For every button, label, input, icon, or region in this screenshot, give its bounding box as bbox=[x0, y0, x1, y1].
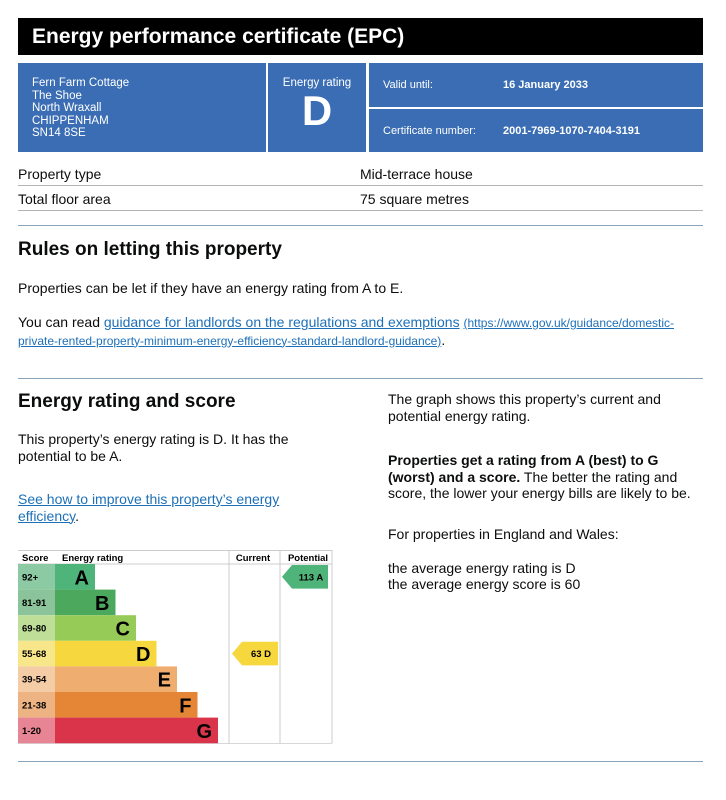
guidance-suffix: . bbox=[441, 331, 446, 348]
certificate-number-label: Certificate number: bbox=[383, 124, 476, 137]
certificate-number-value: 2001-7969-1070-7404-3191 bbox=[503, 124, 641, 137]
valid-until-value: 16 January 2033 bbox=[503, 79, 589, 91]
rating-explanation-bold: Properties get a rating from A (best) to G (worst) and a score. bbox=[388, 452, 659, 485]
valid-until-label: Valid until: bbox=[383, 79, 433, 91]
score-heading: Energy rating and score bbox=[18, 391, 236, 412]
floor-area-value: 75 square metres bbox=[360, 191, 469, 207]
improve-efficiency-link[interactable]: See how to improve this property’s energy efficiency bbox=[18, 491, 280, 524]
energy-rating-value: D bbox=[301, 87, 333, 134]
address-line: The Shoe bbox=[32, 89, 82, 102]
valid-until bbox=[369, 63, 703, 107]
rating-letter: C bbox=[115, 618, 130, 641]
address-line: North Wraxall bbox=[32, 102, 102, 114]
graph-note: The graph shows this property’s current and potential energy rating. bbox=[388, 391, 661, 424]
letting-guidance bbox=[18, 314, 678, 349]
energy-rating-label: Energy rating bbox=[282, 77, 352, 89]
rating-explanation-rest: The better the rating and score, the lower your energy bills are likely to be. bbox=[388, 468, 691, 501]
letting-heading: Rules on letting this property bbox=[18, 239, 282, 260]
improve-suffix: . bbox=[75, 507, 79, 524]
guidance-url-link[interactable]: (https://www.gov.uk/guidance/domestic-private-rented-property-minimum-energy-efficiency-standard-landlord-guidance) bbox=[18, 316, 675, 348]
address-line: SN14 8SE bbox=[32, 127, 86, 139]
header-potential: Potential bbox=[287, 553, 329, 564]
current-rating-label: 63 D bbox=[250, 649, 272, 661]
address-line: CHIPPENHAM bbox=[32, 114, 109, 127]
page-title: Energy performance certificate (EPC) bbox=[18, 18, 703, 55]
rating-letter: D bbox=[136, 644, 151, 667]
average-score: the average energy score is 60 bbox=[388, 576, 581, 592]
guidance-prefix: You can read bbox=[18, 314, 104, 330]
rating-bar-f bbox=[55, 692, 198, 718]
property-address bbox=[18, 63, 266, 152]
floor-area-label: Total floor area bbox=[18, 191, 111, 207]
score-range-label: 69-80 bbox=[22, 623, 47, 635]
letting-text: Properties can be let if they have an energy rating from A to E. bbox=[18, 280, 404, 296]
rating-letter: A bbox=[74, 567, 89, 590]
rating-letter: B bbox=[95, 592, 110, 615]
rating-letter: E bbox=[157, 669, 171, 692]
rating-letter: G bbox=[196, 720, 212, 743]
header-energy-rating: Energy rating bbox=[62, 553, 124, 564]
rating-letter: F bbox=[179, 695, 192, 718]
score-range-label: 21-38 bbox=[22, 700, 47, 712]
header-score: Score bbox=[22, 553, 49, 564]
potential-rating-label: 113 A bbox=[298, 572, 324, 584]
section-divider bbox=[18, 378, 703, 379]
header-current: Current bbox=[235, 553, 271, 564]
energy-rating-chart bbox=[18, 550, 334, 744]
section-divider bbox=[18, 761, 703, 762]
property-type-row bbox=[18, 161, 703, 186]
score-range-label: 1-20 bbox=[22, 725, 42, 737]
score-range-label: 55-68 bbox=[22, 649, 47, 661]
improve-paragraph bbox=[18, 491, 298, 524]
guidance-link[interactable]: guidance for landlords on the regulations and exemptions bbox=[103, 314, 460, 330]
average-rating: the average energy rating is D bbox=[388, 560, 576, 576]
rating-summary: This property’s energy rating is D. It has the potential to be A. bbox=[18, 431, 289, 464]
energy-rating-box bbox=[268, 63, 366, 152]
rating-bar-g bbox=[55, 718, 218, 744]
floor-area-row bbox=[18, 186, 703, 211]
section-divider bbox=[18, 225, 703, 226]
rating-explanation bbox=[388, 452, 708, 502]
score-range-label: 39-54 bbox=[22, 674, 47, 686]
property-type-label: Property type bbox=[18, 166, 102, 182]
region-note: For properties in England and Wales: bbox=[388, 526, 619, 542]
address-line: Fern Farm Cottage bbox=[32, 77, 130, 89]
certificate-number bbox=[369, 109, 703, 152]
property-type-value: Mid-terrace house bbox=[360, 166, 473, 182]
score-range-label: 81-91 bbox=[22, 597, 47, 609]
score-range-label: 92+ bbox=[22, 572, 39, 584]
